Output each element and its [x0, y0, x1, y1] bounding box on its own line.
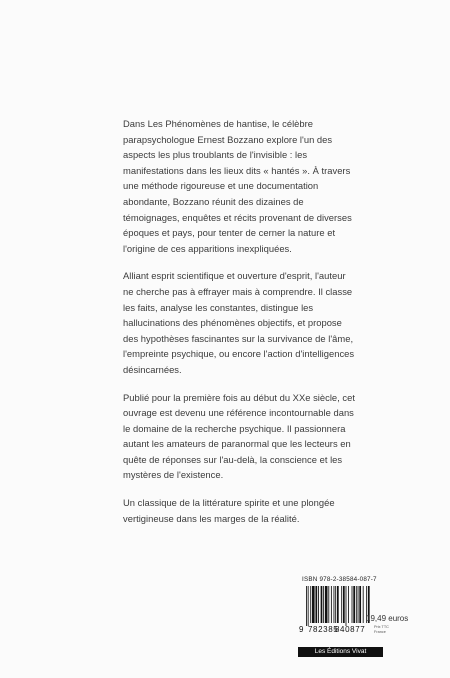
blurb-paragraph-4: Un classique de la littérature spirite et une plongée vertigineuse dans les marges de la réalité. [123, 497, 335, 524]
barcode-bar [334, 586, 335, 623]
isbn-label: ISBN 978-2-38584-087-7 [302, 576, 377, 583]
barcode-bar [318, 586, 319, 623]
publisher-logo: Les Éditions Vivat [298, 647, 383, 657]
barcode-bar [321, 586, 323, 623]
barcode-bar [315, 586, 317, 623]
barcode-digits-right: 840877 [335, 625, 366, 634]
barcode-bar [359, 586, 361, 623]
barcode-bar [325, 586, 328, 623]
price-note [374, 625, 389, 635]
barcode [298, 586, 438, 634]
barcode-bar [346, 586, 347, 626]
price-label: 19,49 euros [366, 614, 409, 623]
blurb-paragraph-1: Dans Les Phénomènes de hantise, le célèbre parapsychologue Ernest Bozzano explore l'un des aspects les plus troublants de l'invisible : les manifestations dans les lieux dits « hantés ». À travers une méthode rigoureuse et une documentation abondante, Bozzano réunit des dizaines de témoignages, enquêtes et récits provenant de diverses époques et pays, pour tenter de cerner la nature et l'origine de ces apparitions inexpliquées. [123, 118, 352, 254]
barcode-bar [310, 586, 311, 623]
barcode-bar [331, 586, 332, 623]
back-cover-blurb [123, 116, 355, 538]
barcode-bar [323, 586, 324, 623]
blurb-paragraph-2: Alliant esprit scientifique et ouverture d'esprit, l'auteur ne cherche pas à effrayer mais à comprendre. Il classe les faits, analyse les constantes, distingue les hallucinations des phénomènes objectifs, et propose des hypothèses fascinantes sur la survivance de l'âme, l'empreinte psychique, ou encore l'action d'intelligences désincarnées. [123, 270, 355, 375]
barcode-bar [343, 586, 345, 623]
barcode-bars [306, 586, 370, 626]
barcode-bar [335, 586, 336, 623]
barcode-bar [353, 586, 355, 623]
blurb-paragraph-3: Publié pour la première fois au début du XXe siècle, cet ouvrage est devenu une référence incontournable dans le domaine de la recherche psychique. Il passionnera autant les amateurs de paranormal que les lecteurs en quête de réponses sur l'au-delà, la conscience et les mystères de l'existence. [123, 391, 355, 481]
barcode-bar [348, 586, 349, 623]
barcode-bar [306, 586, 307, 626]
barcode-bar [352, 586, 353, 623]
barcode-bar [308, 586, 309, 626]
barcode-bar [356, 586, 357, 623]
barcode-bar [358, 586, 359, 623]
barcode-digit-first: 9 [299, 625, 304, 634]
price-note-line-1: Prix TTC [374, 625, 389, 629]
barcode-bar [337, 586, 339, 623]
barcode-bar [341, 586, 342, 623]
barcode-digits-left: 782385 [308, 625, 339, 634]
barcode-bar [328, 586, 329, 623]
barcode-bar [312, 586, 315, 623]
barcode-bar [363, 586, 364, 623]
price-note-line-2: France [374, 630, 386, 634]
